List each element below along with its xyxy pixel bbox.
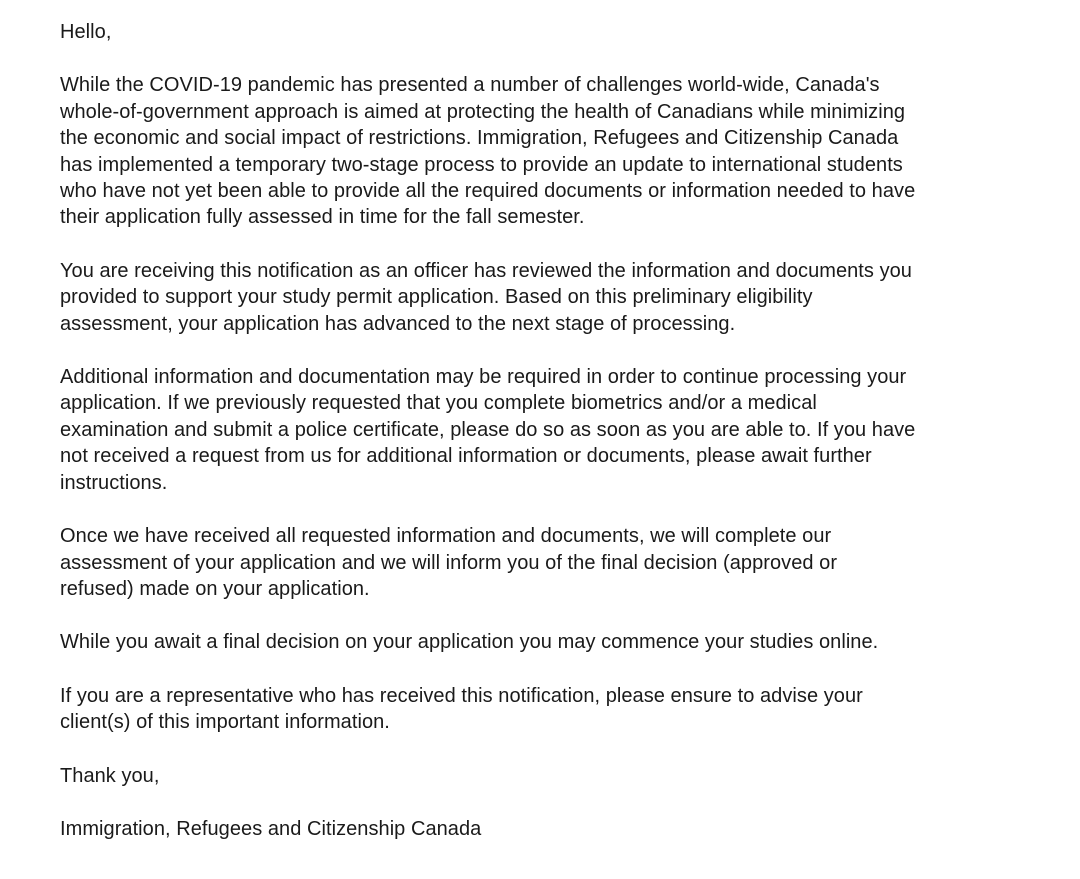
paragraph-additional-info: Additional information and documentation may be required in order to continue processing your application. If we previously requested that you complete biometrics and/or a medical examination and submit a police certificate, please do so as soon as you are able to. If you have not received a request from us for additional information or documents, please await further instructions. (60, 366, 916, 494)
signature: Immigration, Refugees and Citizenship Canada (60, 817, 482, 840)
paragraph-gap (60, 231, 1060, 258)
paragraph-studies-online: While you await a final decision on your application you may commence your studies online. (60, 631, 879, 654)
paragraph-gap (60, 337, 1060, 364)
paragraph-gap (60, 789, 1060, 816)
paragraph-gap (60, 45, 1060, 72)
paragraph-covid-intro: While the COVID-19 pandemic has presented a number of challenges world-wide, Canada's whole-of-government approach is aimed at protecting the health of Canadians while minimizing the economic and social impact of restrictions. Immigration, Refugees and Citizenship Canada has implemented a temporary two-stage process to provide an update to international students who have not yet been able to provide all the required documents or information needed to have their application fully assessed in time for the fall semester. (60, 74, 916, 229)
paragraph-representative: If you are a representative who has received this notification, please ensure to advise your client(s) of this important information. (60, 684, 863, 734)
greeting: Hello, (60, 21, 112, 43)
paragraph-gap (60, 496, 1060, 523)
paragraph-notification: You are receiving this notification as an officer has reviewed the information and documents you provided to support your study permit application. Based on this preliminary eligibility assessment, your application has advanced to the next stage of processing. (60, 259, 912, 335)
closing: Thank you, (60, 764, 160, 787)
paragraph-gap (60, 736, 1060, 763)
letter-body (60, 19, 1060, 842)
paragraph-gap (60, 602, 1060, 629)
paragraph-final-decision: Once we have received all requested information and documents, we will complete our assessment of your application and we will inform you of the final decision (approved or refused) made on your application. (60, 525, 838, 600)
paragraph-gap (60, 656, 1060, 683)
